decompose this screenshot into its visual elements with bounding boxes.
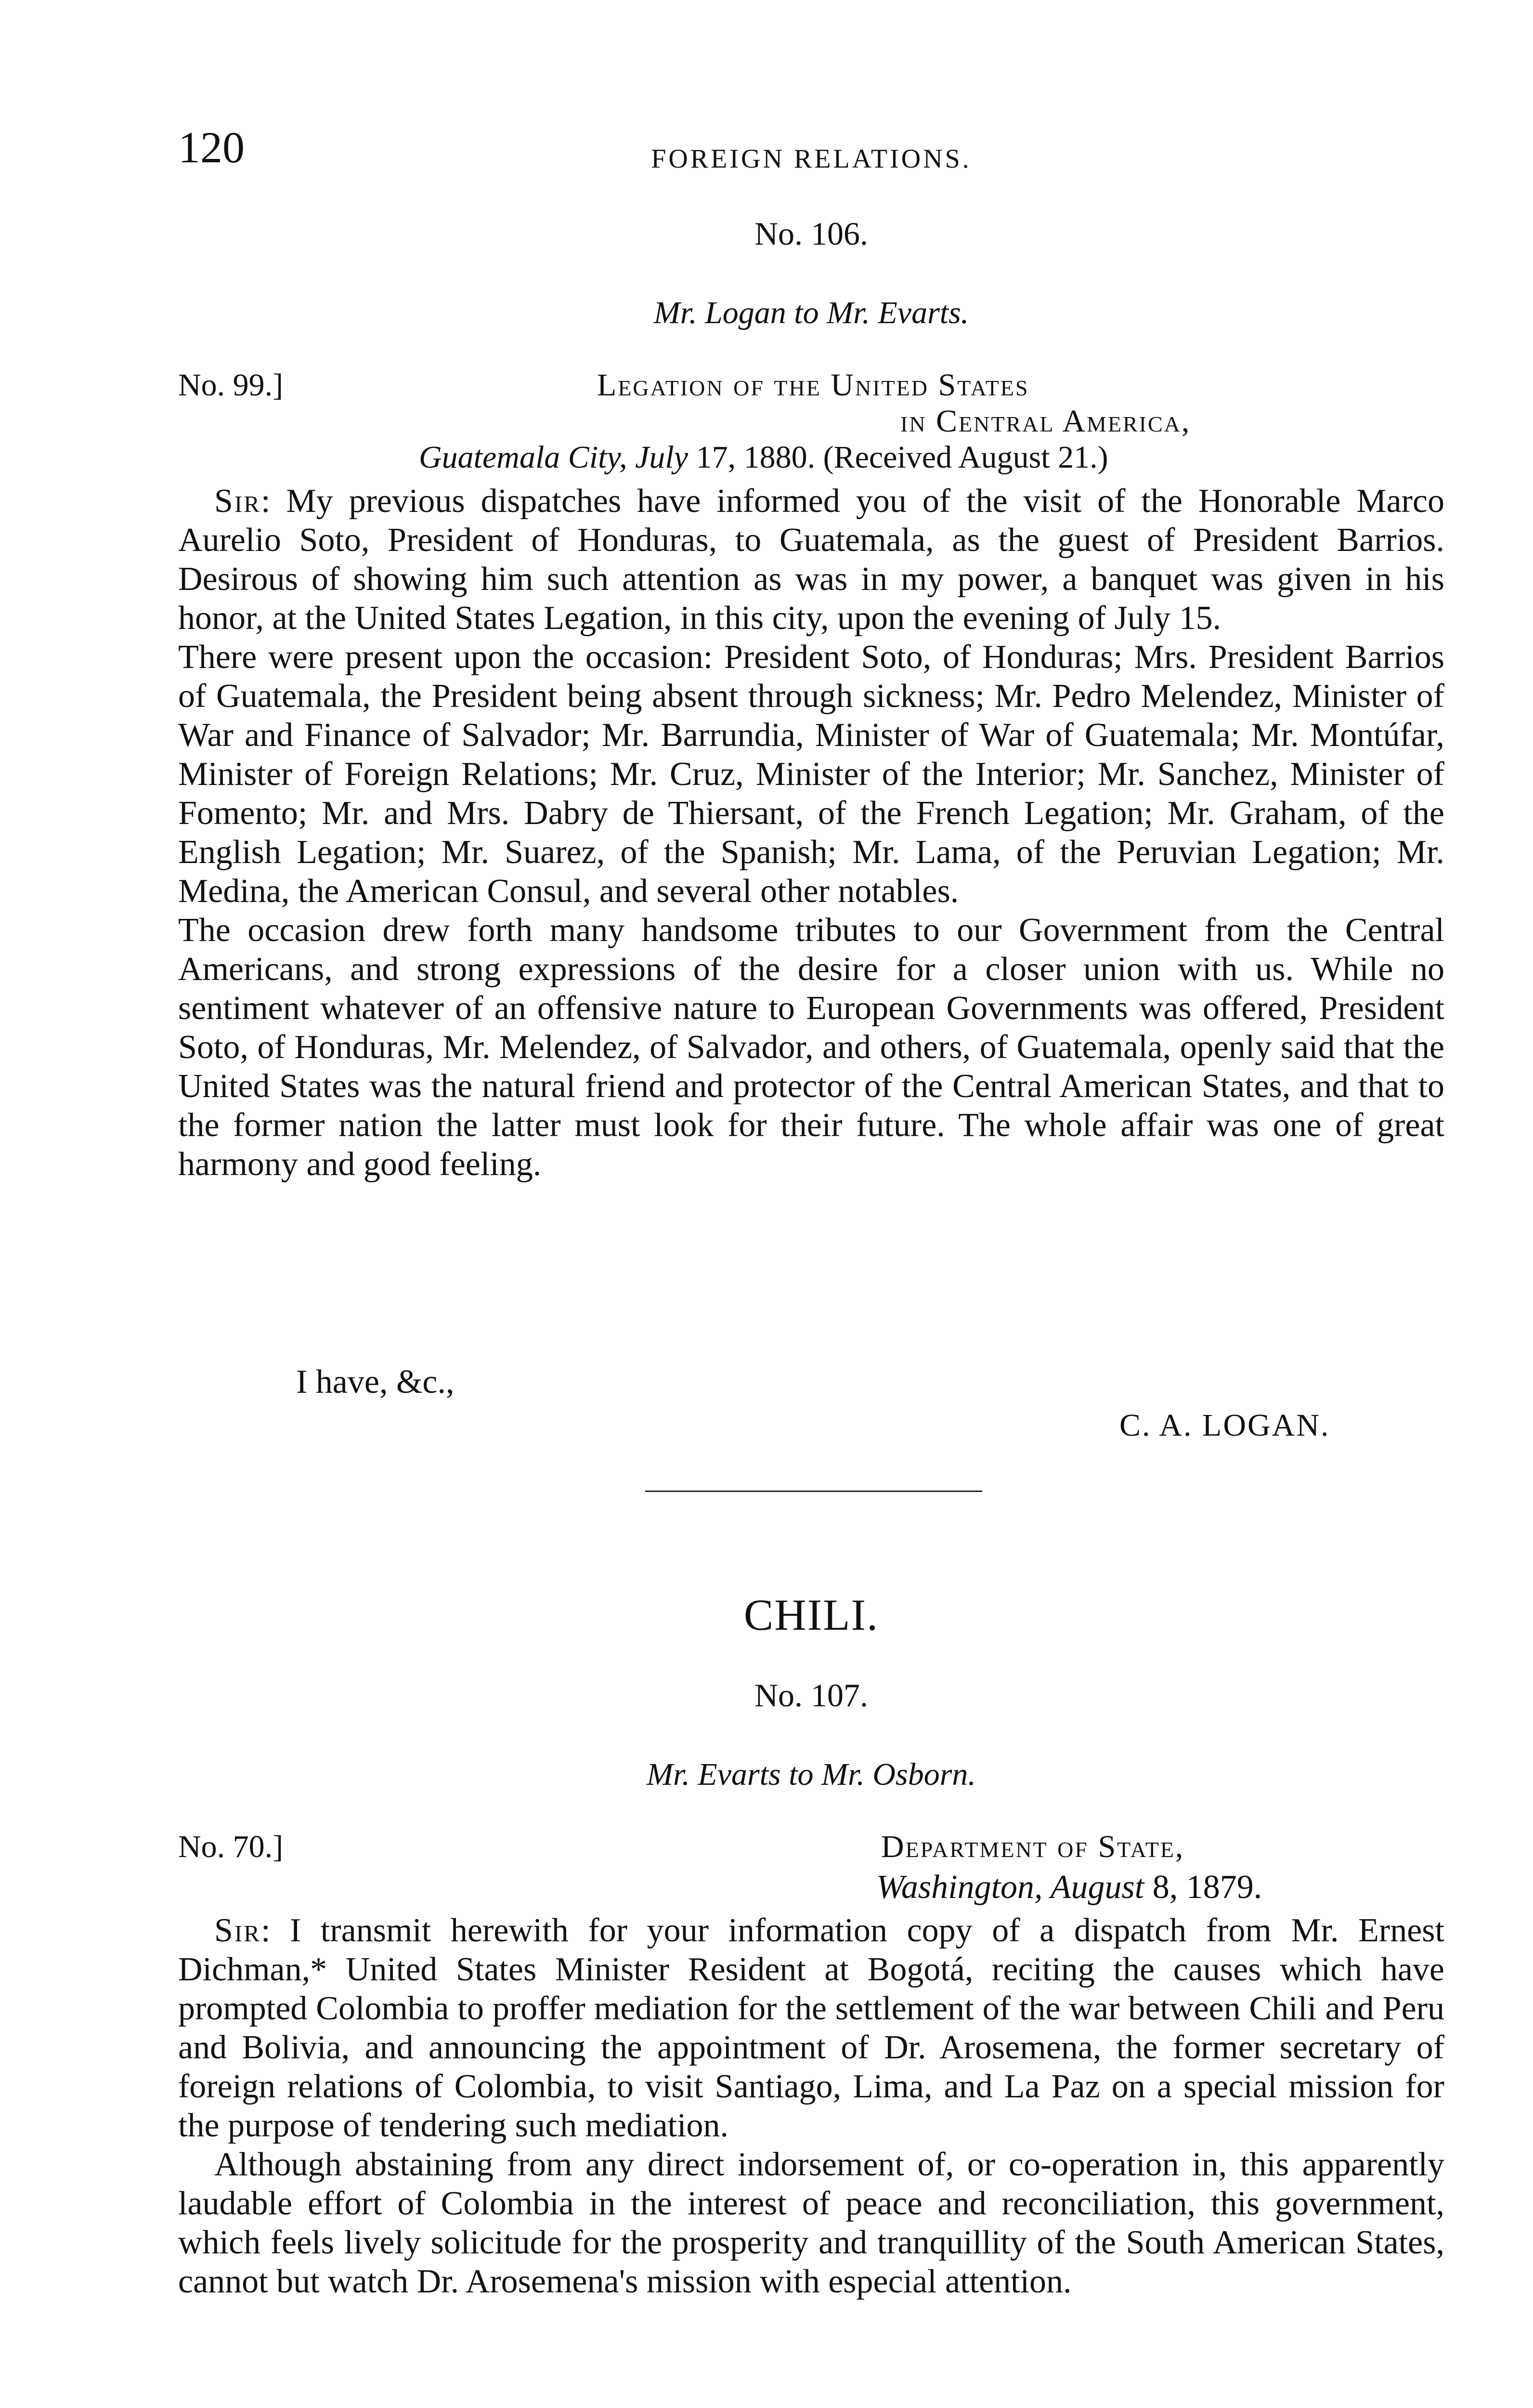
section-divider: [645, 1491, 982, 1492]
salutation: Sir: [214, 1912, 261, 1949]
body-paragraph: There were present upon the occasion: President Soto, of Honduras; Mrs. President Barrios of Guatemala, the President being absent through sickness; Mr. Pedro Melendez, Minister of War and Finance of Salvador; Mr. Barrundia, Minister of War of Guatemala; Mr. Montúfar, Minister of Foreign Relations; Mr. Cruz, Minister of the Interior; Mr. Sanchez, Minister of Fomento; Mr. and Mrs. Dabry de Thiersant, of the French Legation; Mr. Graham, of the English Legation; Mr. Suarez, of the Spanish; Mr. Lama, of the Peruvian Legation; Mr. Medina, the American Consul, and several other notables.: [178, 639, 1444, 910]
dateline-place: Guatemala City, July: [419, 440, 689, 475]
dateline-date: 17, 1880.: [688, 440, 816, 475]
dispatch-reference: No. 99.]: [178, 367, 284, 403]
letter-body: [178, 482, 1444, 1184]
correspondents-line: Mr. Logan to Mr. Evarts.: [653, 295, 969, 330]
legation-heading-line2: in Central America,: [900, 404, 1191, 439]
running-head: FOREIGN RELATIONS.: [651, 144, 972, 174]
dateline: [419, 441, 1108, 474]
signature: C. A. LOGAN.: [1119, 1408, 1330, 1443]
section-title: CHILI.: [743, 1590, 879, 1639]
correspondents-line: Mr. Evarts to Mr. Osborn.: [647, 1757, 976, 1792]
document-number: No. 106.: [754, 215, 869, 252]
salutation: Sir: [214, 483, 261, 520]
body-paragraph: Although abstaining from any direct indorsement of, or co-operation in, this apparently laudable effort of Colombia in the interest of peace and reconciliation, this government, which feels lively solicitude for the prosperity and tranquillity of the South American States, cannot but watch Dr. Arosemena's mission with especial attention.: [178, 2146, 1444, 2300]
dateline-date: 8, 1879.: [1144, 1869, 1262, 1906]
dateline-place: Washington, August: [876, 1869, 1144, 1906]
body-paragraph: The occasion drew forth many handsome tributes to our Government from the Central Americans, and strong expressions of the desire for a closer union with us. While no sentiment whatever of an offensive nature to European Governments was offered, President Soto, of Honduras, Mr. Melendez, of Salvador, and others, of Guatemala, openly said that the United States was the natural friend and protector of the Central American States, and that to the former nation the latter must look for their future. The whole affair was one of great harmony and good feeling.: [178, 912, 1444, 1183]
closing: I have, &c.,: [296, 1363, 455, 1400]
letter-body: [178, 1911, 1444, 2301]
legation-heading-line1: Legation of the United States: [597, 367, 1029, 403]
body-paragraph: Sir: I transmit herewith for your information copy of a dispatch from Mr. Ernest Dichman,* United States Minister Resident at Bogotá, reciting the causes which have prompted Colombia to proffer mediation for the settlement of the war between Chili and Peru and Bolivia, and announcing the appointment of Dr. Arosemena, the former secretary of foreign relations of Colombia, to visit Santiago, Lima, and La Paz on a special mission for the purpose of tendering such mediation.: [178, 1912, 1444, 2144]
dateline: [876, 1870, 1262, 1905]
document-number: No. 107.: [754, 1677, 869, 1714]
document-page: [178, 106, 1444, 2408]
dispatch-reference: No. 70.]: [178, 1829, 284, 1864]
body-paragraph: Sir: My previous dispatches have informed you of the visit of the Honorable Marco Aurelio Soto, President of Honduras, to Guatemala, as the guest of President Barrios. Desirous of showing him such attention as was in my power, a banquet was given in his honor, at the United States Legation, in this city, upon the evening of July 15.: [178, 483, 1444, 637]
page-number: 120: [178, 123, 245, 172]
received-note: (Received August 21.): [823, 440, 1108, 475]
department-heading: Department of State,: [881, 1829, 1185, 1864]
